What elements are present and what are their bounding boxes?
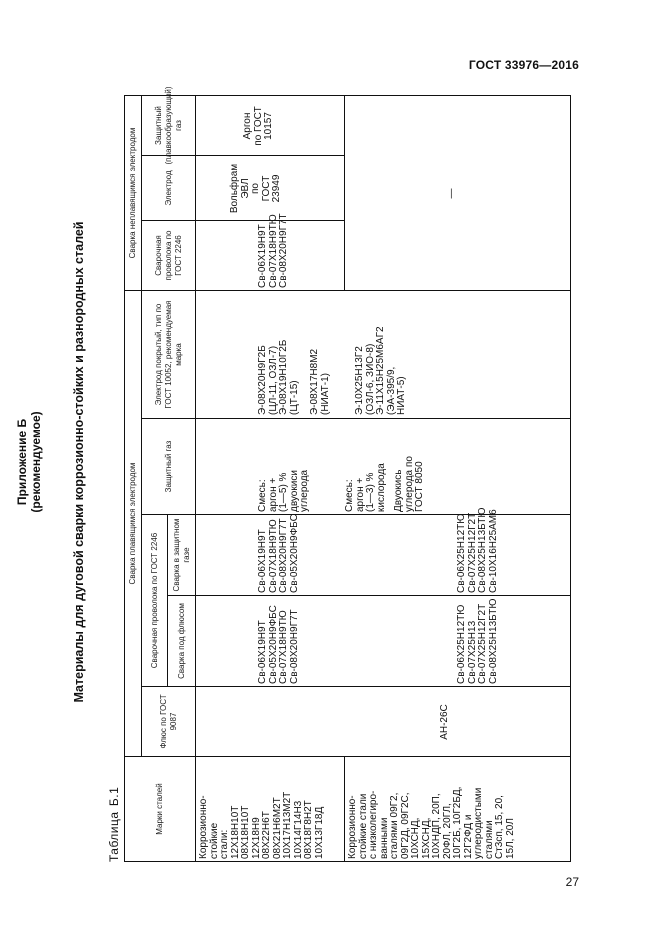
wire-flux-cell (195, 596, 570, 687)
header-flux: Флюс по ГОСТ 9087 (141, 687, 195, 757)
row2-wire-flux: Св-06Х25Н12ТЮ Св-07Х25Н13 Св-07Х25Н12Г2Т Св-08Х25Н13БТЮ (456, 598, 499, 684)
row2-nc-dash: — (446, 188, 457, 199)
row2-wire-gas: Св-06Х25Н12ТЮ Св-07Х25Н12Г2Т Св-08Х25Н13БТЮ Св-10Х16Н25АМ6 (456, 507, 499, 593)
row1-electrode: Э-08Х20Н9Г2Б (ЦЛ-11, ОЗЛ-7) Э-08Х19Н10Г2Б (ЦТ-15) Э-08Х17Н8М2 (НИАТ-1) (257, 339, 331, 415)
header-nc-wire: Сварочная проволока по ГОСТ 2246 (141, 221, 195, 291)
table-caption-number: Б.1 (107, 786, 121, 807)
main-title: Материалы для дуговой сварки коррозионно-стойких и разнородных сталей (72, 221, 86, 703)
row1-gas: Смесь: аргон + (1—5) % двуокиси углерода (257, 469, 310, 512)
row1-grades: Коррозионно- стойкие стали: 12Х18Н10Т 08Х18Н10Т 12Х18Н9 08Х22Н6Т 08Х21Н6М2Т 10Х17Н13М2Т 10Х14Г14Н3 08Х18Г8Н2Т 10Х13Г18Д (198, 791, 325, 859)
wire-gas-cell (195, 515, 570, 596)
row2-flux: АН-26С (439, 704, 450, 740)
header-grades: Марки сталей (124, 757, 195, 862)
row1-nc-gas: Аргон по ГОСТ 10157 (242, 106, 274, 146)
standard-header: ГОСТ 33976—2016 (468, 58, 579, 72)
row1-wire-gas: Св-06Х19Н9Т Св-07Х18Н9ТЮ Св-08Х20Н9Г7Т Св-05Х20Н9ФБС (257, 514, 300, 593)
row1-wire-flux: Св-06Х19Н9Т Св-05Х20Н9ФБС Св-07Х18Н9ТЮ Св-08Х20Н9Г7Т (257, 605, 300, 684)
row1-nc-wire: Св-06Х19Н9Т Св-07Х18Н9ТЮ Св-08Х20Н9Г7Т (257, 213, 289, 288)
header-coated-electrode: Электрод покрытый, тип по ГОСТ 10052, рекомендуемая марка (141, 291, 195, 419)
appendix-subtitle: (рекомендуемое) (29, 411, 43, 513)
row2-grades: Коррозионно- стойкие стали с низколегиро- ванными сталями 09Г2, 09Г2Д, 09Г2С, 10ХСНД, 15ХСНД, 10ХНДП, 20П, 20ФЛ, 20ГЛ, 10Г2Б, 10Г2БД, 12Г2ФД и углеродистыми сталями Ст3сп, 15, 20, 15Л, 20Л (347, 786, 516, 859)
row2-electrode: Э-10Х25Н13Г2 (ОЗЛ-6, ЗИО-8) Э-11Х15Н25М6АГ2 (ЭА-395/9, НИАТ-5) (354, 326, 407, 415)
page-number: 27 (565, 875, 579, 889)
appendix-heading (15, 62, 43, 862)
appendix-title: Приложение Б (15, 418, 29, 506)
header-nonconsumable-group: Сварка неплавящимся электродом (124, 96, 141, 291)
header-gas: Защитный газ (141, 419, 195, 515)
header-wire-under-flux: Сварка под флюсом (167, 596, 195, 687)
header-consumable-group: Сварка плавящимся электродом (124, 291, 141, 757)
header-wire-group: Сварочная проволока по ГОСТ 2246 (141, 515, 167, 687)
table-caption (107, 787, 121, 862)
table-caption-word: Таблица (107, 811, 121, 862)
row2-gas: Смесь: аргон + (1—3) % кислорода Двуокись углерода по ГОСТ 8050 (344, 456, 425, 512)
rotated-table-sheet (15, 62, 585, 862)
header-wire-in-gas: Сварка в защитном газе (167, 515, 195, 596)
header-nc-electrode: Электрод (141, 156, 195, 221)
flux-cell (195, 687, 570, 757)
header-nc-gas: Защитный (плавкообразующий) газ (141, 96, 195, 156)
row1-nc-electrode: Вольфрам ЭВЛ по ГОСТ 23949 (229, 163, 282, 214)
